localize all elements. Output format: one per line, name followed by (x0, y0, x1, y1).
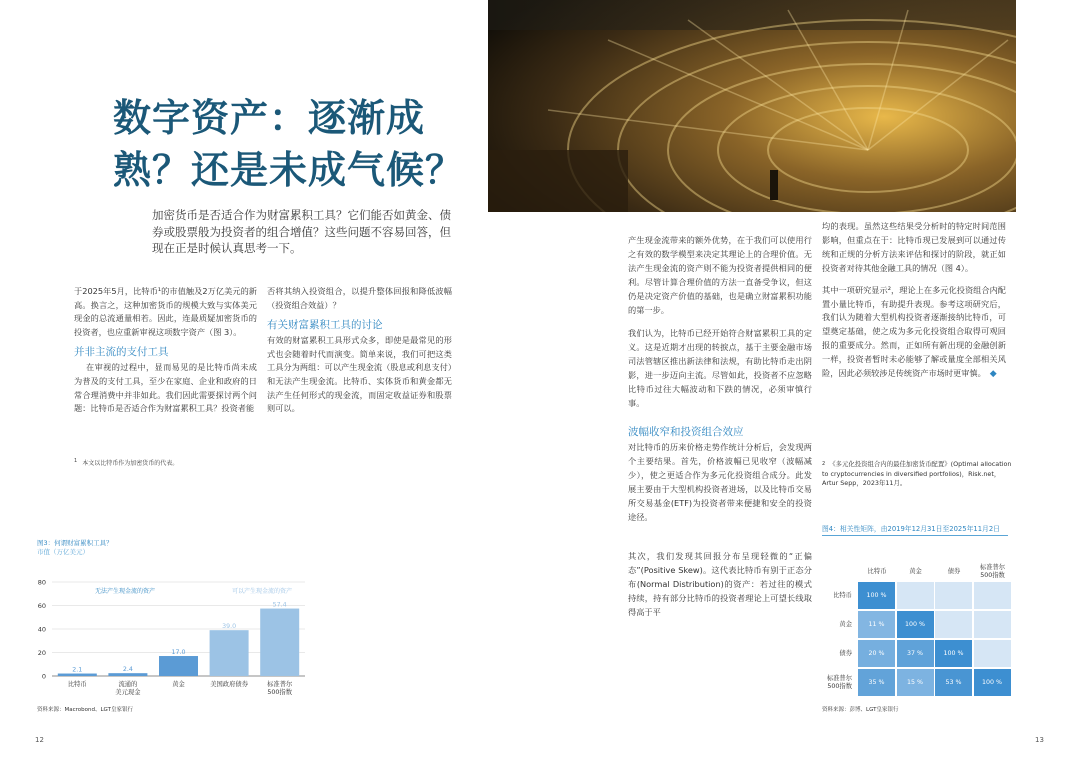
paragraph-text: 其中一项研究显示²，理论上在多元化投资组合内配置小量比特币，有助提升表现。参考这项研究后，我们认为随着大型机构投资者逐渐接纳比特币，可望奠定基础，使之成为多元化投资组合取得可观回报的重要成分。然而，正如所有新出现的金融创新一样，投资者暂时未必能够了解或量度全部相关风险，因此必须较涉足传统资产市场时更审慎。 (822, 284, 1006, 379)
x-tick-label: 流通的 (118, 681, 138, 688)
left-column-1 (74, 285, 257, 416)
section-heading: 波幅收窄和投资组合效应 (628, 426, 744, 438)
page-number-right: 13 (1035, 736, 1044, 744)
paragraph: 有效的财富累积工具形式众多，即使是最常见的形式也会随着时代而演变。简单来说，我们可把这类工具分为两组：可以产生现金流（股息或利息支付）和无法产生现金流。比特币、实体货币和黄金都无法产生任何形式的现金流，而固定收益证券和股票则可以。 (267, 335, 452, 414)
heatmap-cell (897, 582, 934, 609)
bar (260, 609, 299, 676)
bar-value-label: 2.4 (122, 666, 133, 674)
heatmap-cell: 35 % (858, 669, 895, 696)
chart3-source: 资料来源：Macrobond、LGT皇家银行 (37, 707, 133, 713)
paragraph: 否将其纳入投资组合，以提升整体回报和降低波幅（投资组合效益）？ (267, 286, 452, 310)
bar-value-label: 57.4 (272, 601, 287, 609)
paragraph: 均的表现。虽然这些结果受分析时的特定时间范围影响，但重点在于：比特币现已发展到可以通过传统和正规的分析方法来评估和探讨的阶段，就正如投资者对待其他金融工具的情况（图 4）。 (822, 221, 1006, 273)
article-title (113, 92, 493, 196)
row-label-line: 债券 (839, 650, 852, 657)
heatmap-row-label (822, 650, 852, 658)
heatmap-row-label (822, 675, 852, 690)
chart4-title: 图4：相关性矩阵，由2019年12月31日至2025年11月2日 (822, 525, 1000, 533)
heatmap-cell: 37 % (897, 640, 934, 667)
footnote (822, 460, 1012, 489)
paragraph: 其次，我们发现其回报分布呈现轻微的“正偏态”(Positive Skew)。这代表比特币有别于正态分布(Normal Distribution)的资产：若过往的模式持续，持有部分比特币的投资者理论上可望长线取得高于平 (628, 551, 812, 617)
column-label-line: 标准普尔 (979, 564, 1006, 571)
column-label-line: 比特币 (867, 568, 887, 575)
row-label-line: 比特币 (833, 592, 852, 599)
lead-paragraph: 加密货币是否适合作为财富累积工具？它们能否如黄金、债券或股票般为投资者的组合增值？这些问题不容易回答，但现在正是时候认真思考一下。 (152, 208, 451, 255)
column-label-line: 黄金 (909, 568, 922, 575)
bar (159, 656, 198, 676)
chart3-bar-chart (30, 560, 310, 706)
column-label-line: 500指数 (980, 571, 1005, 579)
y-tick-label: 40 (37, 625, 46, 634)
paragraph: 于2025年5月，比特币¹的市值触及2万亿美元的新高。换言之，这种加密货币的规模大致与实体美元现金的总流通量相若。因此，连最质疑加密货币的投资者，也应重新审视这项数字资产（图 3）。 (74, 286, 257, 337)
right-column-1-continued (628, 550, 812, 620)
bar (58, 674, 97, 676)
x-tick-label: 黄金 (172, 681, 185, 688)
heatmap-cell (974, 611, 1011, 638)
x-tick-label: 美国政府债券 (210, 681, 248, 688)
chart3-unit: 市值（万亿美元） (37, 548, 89, 556)
right-column-1-section (628, 425, 812, 524)
bar-value-label: 17.0 (171, 649, 186, 657)
heatmap-cell (974, 582, 1011, 609)
footnote (74, 458, 274, 467)
paragraph: 对比特币的历来价格走势作统计分析后，会发现两个主要结果。首先，价格波幅已见收窄（波幅减少），使之更适合作为多元化投资组合成分。此发展主要由于大型机构投资者进场，以及比特币交易所交易基金(ETF)为投资者带来便捷和安全的投资途径。 (628, 442, 812, 522)
x-tick-label: 比特币 (67, 681, 87, 688)
y-tick-label: 0 (41, 672, 46, 681)
heatmap-column-label (897, 568, 935, 576)
heatmap-cell (974, 640, 1011, 667)
row-label-line: 黄金 (839, 621, 852, 628)
paragraph: 在审视的过程中，显而易见的是比特币尚未成为普及的支付工具，至少在家庭、企业和政府的日常合理消费中并非如此。我们因此需要探讨两个问题：比特币是否适合作为财富累积工具？投资者能 (74, 362, 257, 414)
bar-value-label: 39.0 (222, 623, 237, 631)
hero-image-bitcoin-maze (488, 0, 1016, 212)
heatmap-row-label (822, 621, 852, 629)
bar (108, 673, 147, 676)
y-tick-label: 60 (37, 602, 46, 610)
footnote-mark: 1 (74, 458, 78, 464)
heatmap-row-label (822, 592, 852, 600)
chart4-source: 资料来源：彭博、LGT皇家银行 (822, 707, 899, 713)
title-line-2: 熟？还是未成气候？ (113, 147, 465, 192)
end-of-article-mark: ◆ (989, 369, 997, 380)
paragraph: 产生现金流带来的额外优势，在于我们可以使用行之有效的数学模型来决定其理论上的合理价值。无法产生现金流的资产则不能为投资者提供相同的便利。尽管计算合理价值的方法一直备受争议，但这仍是决定资产价值的基础，也是确立财富累积功能的第一步。 (628, 235, 812, 315)
heatmap-cell (935, 582, 972, 609)
left-column-2 (267, 285, 452, 416)
heatmap-cell: 100 % (974, 669, 1011, 696)
heatmap-column-label (935, 568, 973, 576)
chart4-divider (822, 535, 1008, 536)
title-line-1: 数字资产：逐渐成 (113, 95, 426, 140)
footnote-mark: 2 (822, 461, 826, 467)
footnote-text: 《多元化投资组合内的最佳加密货币配置》(Optimal allocation to cryptocurrencies in diversified portfolios)，Risk.net，Artur Sepp，2023年11月。 (822, 460, 1012, 487)
heatmap-cell: 100 % (858, 582, 895, 609)
heatmap-cell: 15 % (897, 669, 934, 696)
heatmap-cell: 20 % (858, 640, 895, 667)
heatmap-cell (935, 611, 972, 638)
bar (210, 630, 249, 676)
group-label: 无法产生现金流的资产 (94, 588, 156, 595)
heatmap-column-label (858, 568, 896, 576)
row-label-line: 500指数 (827, 682, 852, 690)
heatmap-cell: 100 % (935, 640, 972, 667)
heatmap-cell: 100 % (897, 611, 934, 638)
y-tick-label: 80 (37, 578, 46, 587)
page-number-left: 12 (35, 736, 44, 744)
paragraph (822, 284, 1006, 382)
row-label-line: 标准普尔 (826, 675, 852, 682)
right-column-1 (628, 234, 812, 411)
heatmap-cell: 53 % (935, 669, 972, 696)
group-label: 可以产生现金流的资产 (231, 588, 293, 595)
heatmap-cell: 11 % (858, 611, 895, 638)
section-heading: 有关财富累积工具的讨论 (267, 319, 383, 332)
section-heading: 并非主流的支付工具 (74, 346, 169, 359)
x-tick-label: 标准普尔 (267, 681, 293, 688)
x-tick-label: 500指数 (267, 689, 293, 696)
x-tick-label: 美元现金 (115, 689, 141, 696)
chart4-heatmap (822, 562, 1012, 704)
y-tick-label: 20 (37, 649, 46, 657)
heatmap-column-label (974, 564, 1012, 579)
footnote-text: 本文以比特币作为加密货币的代表。 (82, 460, 179, 467)
paragraph: 我们认为，比特币已经开始符合财富累积工具的定义。这是近期才出现的转捩点，基于主要金融市场司法管辖区推出新法律和法规，有助比特币走出阴影，进一步迈向主流。尽管如此，投资者不应忽略比特币过往大幅波动和下跌的情况，必须审慎行事。 (628, 328, 812, 408)
chart3-title: 图3：何谓财富累积工具？ (37, 539, 113, 547)
right-column-2 (822, 220, 1006, 382)
bar-value-label: 2.1 (72, 666, 83, 674)
column-label-line: 债券 (947, 568, 961, 575)
